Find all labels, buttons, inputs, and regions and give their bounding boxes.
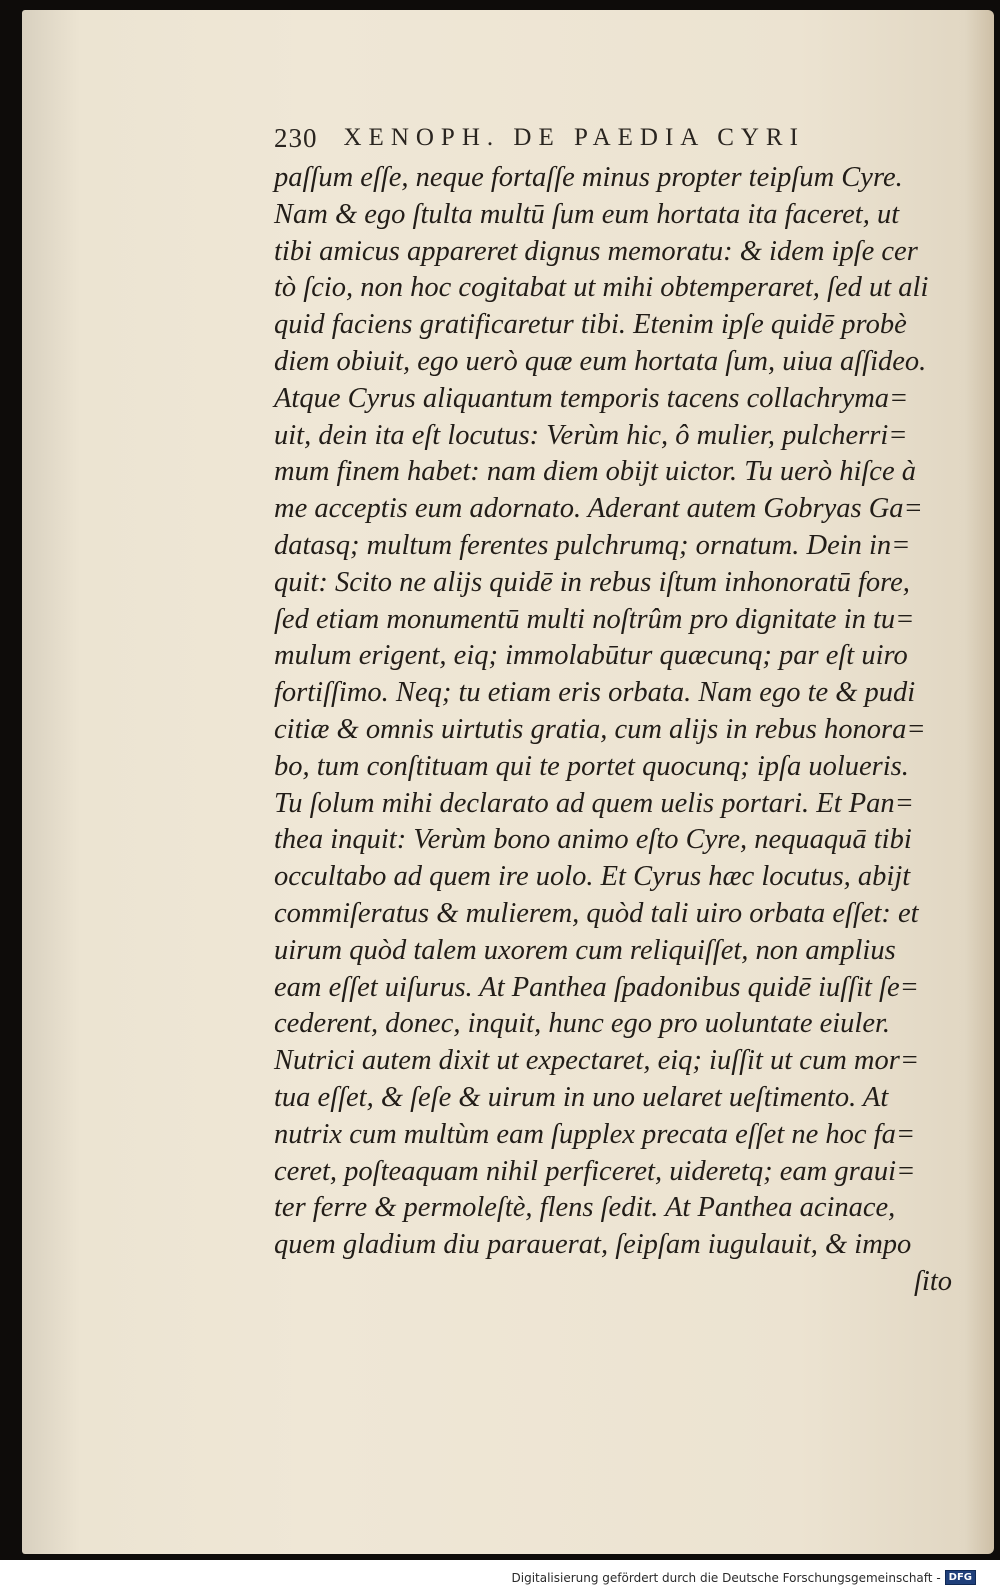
text-line: eam eſſet uiſurus. At Panthea ſpadonibus quidē iuſſit ſe= xyxy=(274,971,919,1003)
text-line: quit: Scito ne alijs quidē in rebus iſtum inhonoratū fore, xyxy=(274,566,910,598)
text-line: me acceptis eum adornato. Aderant autem Gobryas Ga= xyxy=(274,493,923,525)
text-line: Nutrici autem dixit ut expectaret, eiq; iuſſit ut cum mor= xyxy=(274,1045,920,1077)
text-line: uit, dein ita eſt locutus: Verùm hic, ô mulier, pulcherri= xyxy=(274,419,908,451)
text-line: mum finem habet: nam diem obijt uictor. Tu uerò hiſce à xyxy=(274,456,916,488)
dfg-logo[interactable]: DFG xyxy=(945,1570,976,1585)
text-line: nutrix cum multùm eam ſupplex precata eſſet ne hoc fa= xyxy=(274,1118,916,1150)
text-line: tibi amicus appareret dignus memoratu: & idem ipſe cer xyxy=(274,235,918,267)
text-line: cederent, donec, inquit, hunc ego pro uoluntate eiuler. xyxy=(274,1008,891,1040)
footer-bar xyxy=(0,1560,1000,1595)
text-line: ter ferre & permoleſtè, flens ſedit. At Panthea acinace, xyxy=(274,1192,896,1224)
text-line: Nam & ego ſtulta multū ſum eum hortata ita faceret, ut xyxy=(274,198,900,230)
text-line: ſed etiam monumentū multi noſtrûm pro dignitate in tu= xyxy=(274,603,915,635)
text-line: Tu ſolum mihi declarato ad quem uelis portari. Et Pan= xyxy=(274,787,914,819)
text-line: citiæ & omnis uirtutis gratia, cum alijs in rebus honora= xyxy=(274,713,926,745)
book-page xyxy=(22,10,994,1554)
text-line: bo, tum conſtituam qui te portet quocunq; ipſa uolueris. xyxy=(274,750,909,782)
text-line: tua eſſet, & ſeſe & uirum in uno uelaret ueſtimento. At xyxy=(274,1081,889,1113)
text-line: paſſum eſſe, neque fortaſſe minus propter teipſum Cyre. xyxy=(274,162,903,193)
digitization-credit: Digitalisierung gefördert durch die Deutsche Forschungsgemeinschaft - xyxy=(511,1570,941,1585)
catchword: ſito xyxy=(913,1265,952,1297)
text-line: quid faciens gratificaretur tibi. Etenim ipſe quidē probè xyxy=(274,309,907,341)
text-line: ceret, poſteaquam nihil perficeret, uideretq; eam graui= xyxy=(274,1155,916,1187)
page-number: 230 xyxy=(274,122,318,153)
text-line: datasq; multum ferentes pulchrumq; ornatum. Dein in= xyxy=(274,529,911,561)
text-line: Atque Cyrus aliquantum temporis tacens collachryma= xyxy=(274,382,909,414)
text-line: quem gladium diu parauerat, ſeipſam iugulauit, & impo xyxy=(274,1229,912,1261)
text-line: thea inquit: Verùm bono animo eſto Cyre, nequaquā tibi xyxy=(274,824,912,856)
running-title: XENOPH. DE PAEDIA CYRI xyxy=(343,124,805,151)
text-line: commiſeratus & mulierem, quòd tali uiro orbata eſſet: et xyxy=(274,897,919,929)
text-line: occultabo ad quem ire uolo. Et Cyrus hæc locutus, abijt xyxy=(274,861,911,893)
running-head xyxy=(274,118,934,158)
text-line: diem obiuit, ego uerò quæ eum hortata ſum, uiua aſſideo. xyxy=(274,345,927,377)
text-body xyxy=(274,160,954,1301)
text-line: tò ſcio, non hoc cogitabat ut mihi obtemperaret, ſed ut ali xyxy=(274,272,929,304)
text-line: uirum quòd talem uxorem cum reliquiſſet, non amplius xyxy=(274,934,896,966)
text-line: fortiſſimo. Neq; tu etiam eris orbata. Nam ego te & pudi xyxy=(274,677,916,709)
text-line: mulum erigent, eiq; immolabūtur quæcunq; par eſt uiro xyxy=(274,640,908,672)
